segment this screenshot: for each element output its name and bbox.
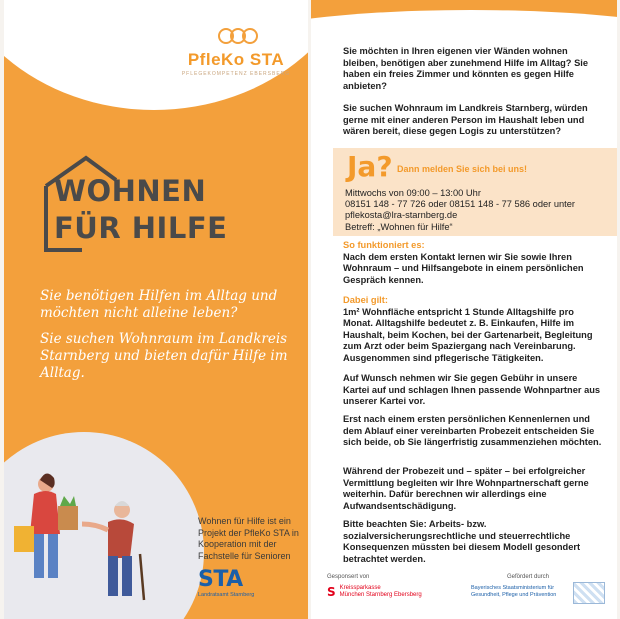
right-panel	[311, 0, 617, 619]
project-description: Wohnen für Hilfe ist ein Projekt der PfleKo STA in Kooperation mit der Fachstelle für Senioren	[198, 516, 299, 561]
contact-hours: Mittwochs von 09:00 – 13:00 Uhr	[345, 188, 481, 198]
contact-subject: Betreff: „Wohnen für Hilfe“	[345, 221, 453, 232]
how-text: Nach dem ersten Kontakt lernen wir Sie sowie Ihren Wohnraum – und Hilfsangebote in einem persönlichen Gespräch kennen.	[343, 251, 584, 285]
card-paragraph: Auf Wunsch nehmen wir Sie gegen Gebühr in unsere Kartei auf und schlagen Ihnen passende Wohnpartner aus unserer Kartei vor.	[343, 373, 601, 406]
ja-heading: Ja?	[347, 150, 393, 183]
sta-logo-text: STA	[198, 567, 243, 592]
contact-details	[345, 188, 615, 233]
title-line-2: FÜR HILFE	[54, 211, 228, 245]
pfleko-logo	[176, 24, 296, 77]
sta-logo-subtitle: Landratsamt Starnberg	[198, 592, 255, 598]
left-panel	[4, 0, 308, 619]
title-line-1: WOHNEN	[54, 174, 207, 208]
fee-paragraph: Während der Probezeit und – später – bei erfolgreicher Vermittlung begleiten wir Ihre Wohnpartnerschaft gerne weiterhin. Dafür berechnen wir allerdings eine Aufwandsentschädigung.	[343, 466, 589, 511]
sta-logo	[198, 569, 254, 598]
sponsor-label: Gesponsert von	[327, 574, 370, 580]
intro-question-2: Sie suchen Wohnraum im Landkreis Starnberg, würden gerne mit einer anderen Person im Haushalt leben und wären bereit, diese gegen Logis zu unterstützen?	[343, 103, 588, 136]
contact-email[interactable]: pflekosta@lra-starnberg.de	[345, 210, 458, 221]
rule-section	[343, 295, 603, 364]
logo-people-icon	[216, 24, 256, 48]
tagline-offer-help: Sie suchen Wohnraum im Landkreis Starnberg und bieten dafür Hilfe im Alltag.	[40, 331, 288, 381]
contact-box	[333, 148, 617, 236]
how-section	[343, 240, 603, 286]
sparkasse-s-icon: S	[327, 585, 336, 599]
ministry-name: Bayerisches Staatsministerium für Gesundheit, Pflege und Prävention	[471, 585, 557, 598]
contact-phone: 08151 148 - 77 726 oder 08151 148 - 77 586 oder unter	[345, 199, 576, 210]
bavarian-crest-icon	[573, 582, 605, 604]
logo-tagline: PFLEGEKOMPETENZ EBERSBERG	[181, 71, 291, 77]
funded-label: Gefördert durch	[507, 574, 550, 580]
sparkasse-logo	[327, 585, 422, 599]
logo-name: PfleKo STA	[187, 50, 285, 69]
rule-text: 1m² Wohnfläche entspricht 1 Stunde Alltagshilfe pro Monat. Alltagshilfe bedeutet z. B. Einkaufen, Hilfe im Haushalt, beim Kochen, bei der Gartenarbeit, Begleitung zum Arzt oder beim Spaziergang nach Vereinbarung. Ausgenommen sind pflegerische Tätigkeiten.	[343, 306, 593, 363]
note-paragraph: Bitte beachten Sie: Arbeits- bzw. sozialversicherungsrechtliche und steuerrechtliche Konsequenzen müssten bei diesem Modell gesondert betrachtet werden.	[343, 519, 581, 564]
rule-heading: Dabei gilt:	[343, 295, 388, 305]
trial-paragraph: Erst nach einem ersten persönlichen Kennenlernen und dem Ablauf einer vereinbarten Probezeit entscheiden Sie sich beide, ob Sie längerfristig zusammenziehen möchten.	[343, 414, 602, 447]
how-heading: So funktioniert es:	[343, 240, 425, 250]
ja-subheading: Dann melden Sie sich bei uns!	[397, 164, 528, 174]
sponsor-name-1: Kreissparkasse	[339, 585, 381, 591]
intro-question-1: Sie möchten in Ihren eigenen vier Wänden wohnen bleiben, benötigen aber zunehmend Hilfe im Alltag? Sie haben ein freies Zimmer und könnten es gegen Hilfe anbieten?	[343, 46, 589, 91]
sponsor-name-2: München Starnberg Ebersberg	[339, 592, 422, 598]
tagline-need-help: Sie benötigen Hilfen im Alltag und möchten nicht alleine leben?	[40, 288, 278, 321]
helper-senior-illustration	[4, 450, 204, 619]
